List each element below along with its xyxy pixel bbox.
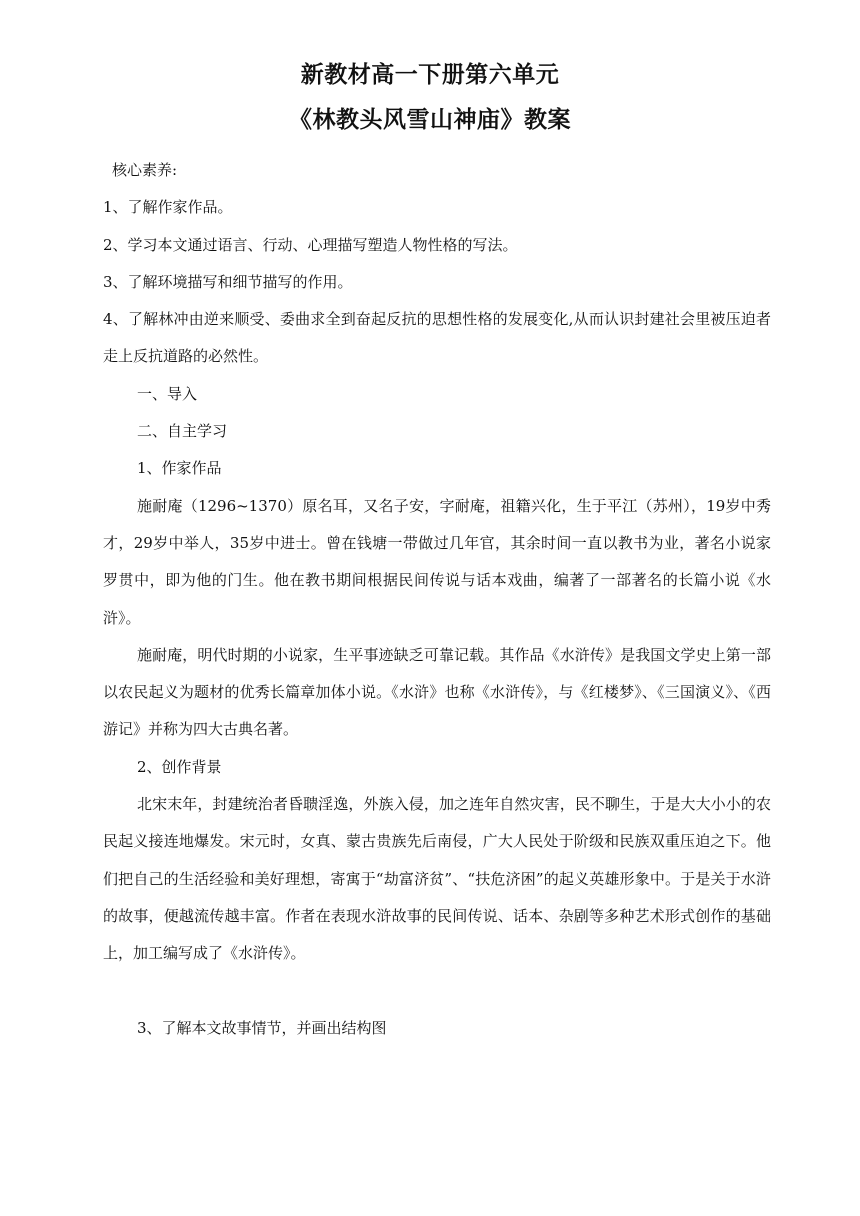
document-body — [103, 152, 771, 1047]
core-item-2: 2、学习本文通过语言、行动、心理描写塑造人物性格的写法。 — [103, 235, 518, 254]
blank-line — [103, 973, 771, 1010]
subsection-background: 2、创作背景 — [137, 757, 222, 776]
core-item-4: 4、了解林冲由逆来顺受、委曲求全到奋起反抗的思想性格的发展变化,从而认识封建社会里被压迫者走上反抗道路的必然性。 — [103, 310, 771, 366]
section-self-study: 二、自主学习 — [137, 422, 228, 441]
document-title-line1: 新教材高一下册第六单元 — [300, 62, 560, 88]
paragraph-background: 北宋末年，封建统治者昏聩淫逸，外族入侵，加之连年自然灾害，民不聊生，于是大大小小的农民起义接连地爆发。宋元时，女真、蒙古贵族先后南侵，广大人民处于阶级和民族双重压迫之下。他们把自己的生活经验和美好理想，寄寓于“劫富济贫”、“扶危济困”的起义英雄形象中。于是关于水浒的故事，便越流传越丰富。作者在表现水浒故事的民间传说、话本、杂剧等多种艺术形式创作的基础上，加工编写成了《水浒传》。 — [103, 795, 771, 963]
paragraph-author-bio: 施耐庵（1296~1370）原名耳，又名子安，字耐庵，祖籍兴化，生于平江（苏州），19岁中秀才，29岁中举人，35岁中进士。曾在钱塘一带做过几年官，其余时间一直以教书为业，著名小说家罗贯中，即为他的门生。他在教书期间根据民间传说与话本戏曲，编著了一部著名的长篇小说《水浒》。 — [103, 496, 771, 627]
subsection-author-works: 1、作家作品 — [137, 459, 222, 478]
paragraph-author-works: 施耐庵，明代时期的小说家，生平事迹缺乏可靠记载。其作品《水浒传》是我国文学史上第一部以农民起义为题材的优秀长篇章加体小说。《水浒》也称《水浒传》，与《红楼梦》、《三国演义》、《西游记》并称为四大古典名著。 — [103, 645, 771, 739]
subsection-plot-structure: 3、了解本文故事情节，并画出结构图 — [137, 1018, 387, 1037]
section-introduction: 一、导入 — [137, 384, 198, 403]
core-item-1: 1、了解作家作品。 — [103, 198, 233, 217]
document-title-line2: 《林教头风雪山神庙》教案 — [289, 107, 571, 133]
core-literacy-heading: 核心素养: — [112, 161, 178, 179]
core-item-3: 3、了解环境描写和细节描写的作用。 — [103, 272, 353, 291]
